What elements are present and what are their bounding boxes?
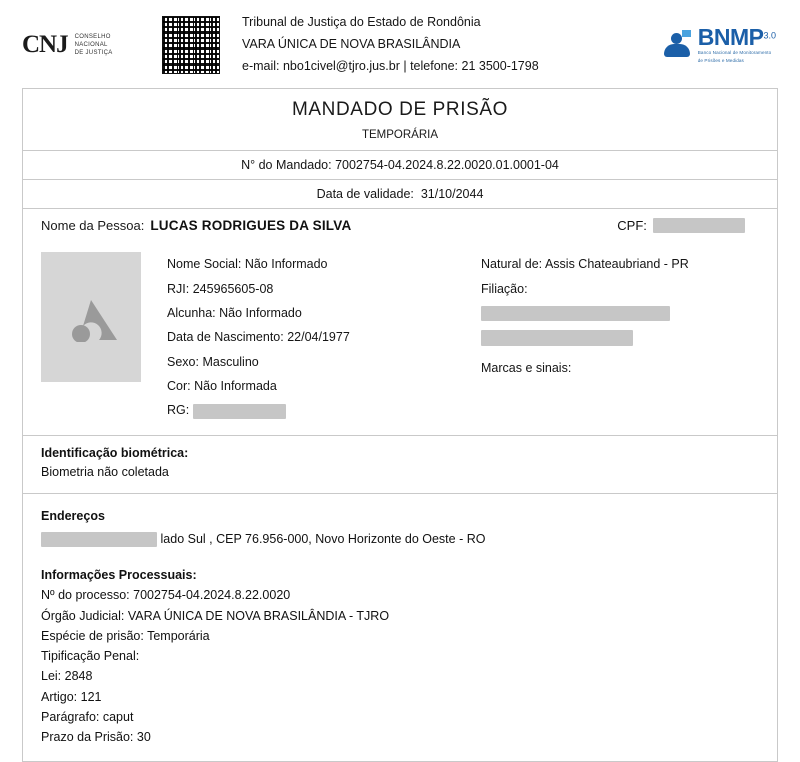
- field-filiacao-label: Filiação:: [481, 281, 528, 296]
- biometria-section: [23, 436, 777, 494]
- mandado-number-line: [23, 150, 777, 179]
- field-rg-value-redacted: [193, 404, 286, 419]
- person-fields-left: [167, 252, 477, 423]
- court-contact: e-mail: nbo1civel@tjro.jus.br | telefone: 21 3500-1798: [242, 58, 539, 73]
- processuais-row: [41, 727, 759, 747]
- bnmp-person-icon: [663, 30, 693, 60]
- cnj-logo-line3: DE JUSTIÇA: [74, 50, 113, 57]
- field-marcas-label: Marcas e sinais:: [481, 360, 572, 375]
- biometria-heading: Identificação biométrica:: [41, 445, 189, 460]
- person-section: [23, 209, 777, 436]
- document-title-section: [23, 89, 777, 209]
- processuais-row: [41, 606, 759, 626]
- processuais-row: [41, 585, 759, 605]
- field-sexo: [167, 350, 477, 374]
- person-details: [23, 242, 777, 435]
- field-natural-label: Natural de:: [481, 257, 543, 272]
- field-data-nascimento: [167, 325, 477, 349]
- field-rg-label: RG:: [167, 403, 190, 418]
- orgao-judicial-value: VARA ÚNICA DE NOVA BRASILÂNDIA - TJRO: [127, 608, 390, 623]
- field-nome-social: [167, 252, 477, 276]
- qr-code-icon: [162, 16, 220, 74]
- enderecos-heading: Endereços: [41, 508, 105, 523]
- mandado-number-label: N° do Mandado:: [241, 158, 332, 172]
- processuais-row: [41, 687, 759, 707]
- cnj-logo-text: [75, 33, 113, 57]
- field-alcunha-value: Não Informado: [219, 305, 302, 320]
- document-subtitle: TEMPORÁRIA: [361, 129, 439, 141]
- field-natural: [481, 252, 763, 276]
- court-name: Tribunal de Justiça do Estado de Rondônia: [242, 15, 481, 30]
- prazo-prisao-value: 30: [136, 730, 151, 745]
- person-name-value: LUCAS RODRIGUES DA SILVA: [150, 218, 352, 234]
- field-cor-value: Não Informada: [194, 379, 277, 394]
- court-info: [242, 12, 663, 78]
- field-cor-label: Cor:: [167, 379, 191, 394]
- paragrafo-label: Parágrafo:: [41, 709, 100, 724]
- person-name-label: Nome da Pessoa:: [41, 218, 145, 234]
- field-sexo-label: Sexo:: [167, 354, 199, 369]
- field-rji: [167, 277, 477, 301]
- especie-prisao-label: Espécie de prisão:: [41, 628, 144, 643]
- page-title: MANDADO DE PRISÃO: [291, 99, 509, 120]
- artigo-value: 121: [80, 689, 102, 704]
- tipificacao-penal-label: Tipificação Penal:: [41, 649, 140, 664]
- lei-label: Lei:: [41, 669, 62, 684]
- artigo-label: Artigo:: [41, 689, 78, 704]
- person-photo-placeholder: [41, 252, 141, 382]
- validade-line: [23, 179, 777, 208]
- field-cor: [167, 374, 477, 398]
- person-fields-right: [477, 252, 763, 423]
- field-nome-social-value: Não Informado: [244, 257, 328, 272]
- biometria-value: Biometria não coletada: [41, 465, 169, 480]
- processuais-row: [41, 707, 759, 727]
- field-rji-value: 245965605-08: [192, 281, 274, 296]
- field-marcas: [481, 356, 763, 380]
- endereco-value: lado Sul , CEP 76.956-000, Novo Horizonte do Oeste - RO: [160, 531, 486, 546]
- cnj-logo-line1: CONSELHO: [74, 33, 111, 40]
- processuais-row: [41, 626, 759, 646]
- validade-value: 31/10/2044: [420, 187, 484, 201]
- processo-label: Nº do processo:: [41, 588, 130, 603]
- mandado-number-value: 7002754-04.2024.8.22.0020.01.0001-04: [335, 158, 559, 172]
- processuais-row: [41, 646, 759, 666]
- cnj-logo: [22, 31, 134, 59]
- processuais-heading: Informações Processuais:: [41, 568, 197, 583]
- field-nome-social-label: Nome Social:: [167, 257, 242, 272]
- filiacao-line2-redacted: [481, 330, 633, 345]
- field-rji-label: RJI:: [167, 281, 190, 296]
- bnmp-subtitle-1: Banco Nacional de Monitoramento: [697, 49, 772, 55]
- person-header-row: [23, 209, 777, 242]
- warrant-document: [22, 88, 778, 762]
- endereco-row: [41, 529, 759, 549]
- document-header: [0, 0, 800, 88]
- court-unit: VARA ÚNICA DE NOVA BRASILÂNDIA: [242, 37, 461, 52]
- paragrafo-value: caput: [102, 709, 134, 724]
- cnj-logo-mark: CNJ: [22, 31, 68, 58]
- field-data-nascimento-label: Data de Nascimento:: [167, 330, 284, 345]
- processo-value: 7002754-04.2024.8.22.0020: [133, 588, 291, 603]
- field-sexo-value: Masculino: [202, 354, 259, 369]
- cnj-logo-line2: NACIONAL: [74, 41, 108, 48]
- field-alcunha-label: Alcunha:: [167, 305, 216, 320]
- cpf-field: [617, 218, 763, 233]
- cpf-value-redacted: [653, 218, 745, 233]
- person-silhouette-icon: [63, 298, 119, 342]
- bnmp-subtitle-2: de Prisões e Medidas: [697, 57, 744, 63]
- bottom-section: [23, 494, 777, 762]
- field-data-nascimento-value: 22/04/1977: [287, 330, 350, 345]
- especie-prisao-value: Temporária: [147, 628, 210, 643]
- lei-value: 2848: [64, 669, 93, 684]
- bnmp-version: 3.0: [763, 30, 776, 41]
- field-alcunha: [167, 301, 477, 325]
- field-natural-value: Assis Chateaubriand - PR: [544, 257, 689, 272]
- prazo-prisao-label: Prazo da Prisão:: [41, 730, 134, 745]
- processuais-row: [41, 666, 759, 686]
- endereco-redacted-prefix: [41, 532, 157, 547]
- validade-label: Data de validade:: [316, 187, 414, 201]
- filiacao-line1-redacted: [481, 306, 670, 321]
- orgao-judicial-label: Órgão Judicial:: [41, 608, 125, 623]
- filiacao-redacted-lines: [481, 301, 763, 350]
- field-filiacao: [481, 277, 763, 301]
- bnmp-logo: [663, 23, 782, 64]
- field-rg: [167, 398, 477, 422]
- bnmp-title: BNMP: [697, 23, 764, 50]
- bnmp-logo-text: [697, 23, 776, 64]
- cpf-label: CPF:: [617, 218, 647, 234]
